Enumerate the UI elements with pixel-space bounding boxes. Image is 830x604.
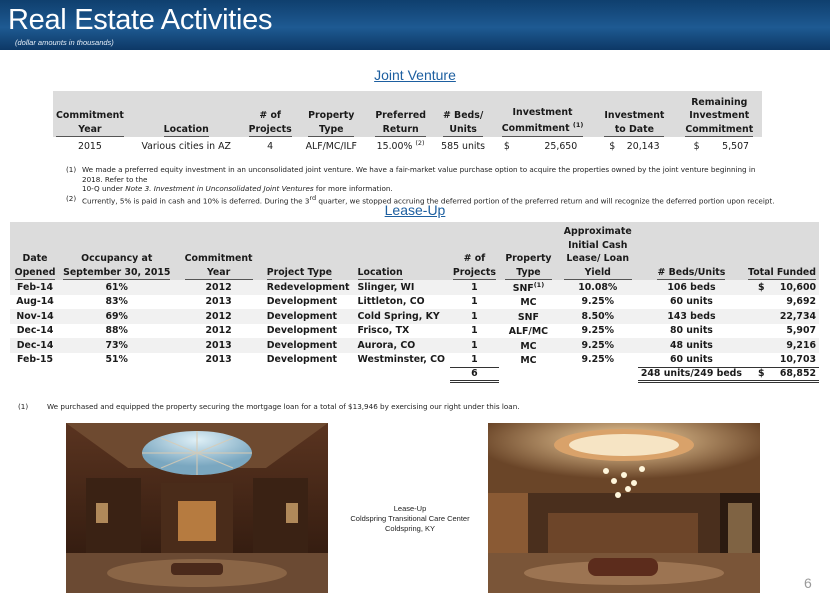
cell-yield: 9.25% xyxy=(581,339,615,351)
cell-yield: 8.50% xyxy=(581,310,615,322)
col-preferred-return: Preferred Return xyxy=(368,91,434,137)
cell-total-funded: 9,216 xyxy=(786,339,816,351)
cell-year: 2015 xyxy=(77,140,102,152)
cell-property-type: MC xyxy=(520,297,537,309)
cell-beds-units: 48 units xyxy=(669,339,713,351)
cell-projects: 4 xyxy=(267,140,274,152)
col-property-type: Property Type xyxy=(295,91,368,137)
table-row xyxy=(10,309,819,324)
cell-occupancy: 51% xyxy=(105,354,128,366)
cell-remaining: $ 5,507 xyxy=(693,140,749,152)
cell-beds-units: 60 units xyxy=(669,354,713,365)
joint-venture-notes xyxy=(66,165,776,206)
cell-date: Feb-15 xyxy=(17,354,54,366)
cell-beds-units: 585 units xyxy=(441,140,486,152)
page-title: Real Estate Activities xyxy=(8,4,273,36)
cell-location: Slinger, WI xyxy=(357,281,415,293)
cell-beds-units: 106 beds xyxy=(667,281,716,293)
col-project-type: Project Type xyxy=(264,222,355,280)
cell-project-type: Development xyxy=(266,354,338,366)
cell-occupancy: 61% xyxy=(105,281,128,293)
cell-year: 2012 xyxy=(205,281,232,293)
page-subtitle: (dollar amounts in thousands) xyxy=(15,38,114,47)
cell-location: Westminster, CO xyxy=(357,354,445,366)
footnote: (2) Currently, 5% is paid in cash and 10% is deferred. During the 3rd quarter, we stopped accruing the deferred portion of the preferred return and will recognize the deferred portion upon receipt. xyxy=(66,193,775,206)
table-row xyxy=(53,137,762,155)
cell-location: Various cities in AZ xyxy=(141,140,231,152)
col-property-type: Property Type xyxy=(499,222,557,280)
cell-property-type: ALF/MC xyxy=(508,326,549,338)
cell-projects: 1 xyxy=(450,353,500,368)
lease-up-table xyxy=(10,222,819,383)
cell-projects: 1 xyxy=(471,339,478,351)
table-row xyxy=(10,295,819,310)
cell-year: 2013 xyxy=(205,339,232,351)
cell-year: 2013 xyxy=(205,354,232,366)
cell-beds-units: 60 units xyxy=(669,296,713,308)
cell-occupancy: 69% xyxy=(105,310,128,322)
cell-to-date: $ 20,143 xyxy=(609,140,660,152)
cell-yield: 9.25% xyxy=(581,354,615,366)
col-occupancy: Occupancy at September 30, 2015 xyxy=(60,222,173,280)
table-row xyxy=(10,353,819,368)
cell-year: 2013 xyxy=(205,296,232,308)
lease-up-footnote: (1) We purchased and equipped the property securing the mortgage loan for a total of $13,946 by exercising our right under this loan. xyxy=(18,402,520,411)
col-total-funded: Total Funded xyxy=(745,222,819,280)
col-commitment-year: Commitment Year xyxy=(53,91,127,137)
cell-project-type: Development xyxy=(266,339,338,351)
cell-yield: 9.25% xyxy=(581,296,615,308)
cell-projects: 1 xyxy=(471,296,478,308)
cell-year: 2012 xyxy=(205,310,232,322)
atrium-photo xyxy=(66,423,328,593)
totals-row xyxy=(10,367,819,382)
photo-caption: Lease-Up Coldspring Transitional Care Center Coldspring, KY xyxy=(350,504,470,533)
table-header-row xyxy=(53,91,762,137)
cell-beds-units: 143 beds xyxy=(667,310,716,322)
cell-yield: 9.25% xyxy=(581,325,615,337)
lounge-photo xyxy=(488,423,760,593)
cell-projects: 1 xyxy=(471,281,478,293)
page-number: 6 xyxy=(804,575,812,591)
total-funded: $ 68,852 xyxy=(745,367,819,382)
cell-location: Aurora, CO xyxy=(357,339,416,351)
cell-total-funded: $ 10,600 xyxy=(757,281,816,293)
cell-beds-units: 80 units xyxy=(669,325,713,337)
cell-project-type: Development xyxy=(266,310,338,322)
cell-date: Dec-14 xyxy=(16,339,54,351)
table-header-row xyxy=(10,222,819,280)
cell-type: ALF/MC/ILF xyxy=(305,140,357,152)
cell-yield: 10.08% xyxy=(578,281,618,293)
cell-project-type: Development xyxy=(266,296,338,308)
cell-property-type: MC xyxy=(520,340,537,352)
table-row xyxy=(10,324,819,339)
cell-project-type: Development xyxy=(266,325,338,337)
cell-project-type: Redevelopment xyxy=(266,281,350,293)
cell-occupancy: 88% xyxy=(105,325,128,337)
cell-location: Cold Spring, KY xyxy=(357,310,440,322)
col-investment-commitment: Investment Commitment $^{(1)}$ xyxy=(493,91,592,137)
cell-location: Littleton, CO xyxy=(357,296,425,308)
col-location: Location xyxy=(355,222,450,280)
col-num-projects: # of Projects xyxy=(246,91,295,137)
cell-projects: 1 xyxy=(471,310,478,322)
cell-total-funded: 22,734 xyxy=(779,310,816,322)
cell-occupancy: 73% xyxy=(105,339,128,351)
col-beds-units: # Beds/Units xyxy=(638,222,745,280)
cell-location: Frisco, TX xyxy=(357,325,410,337)
cell-year: 2012 xyxy=(205,325,232,337)
cell-projects: 1 xyxy=(471,325,478,337)
col-yield: Approximate Initial Cash Lease/ Loan Yield xyxy=(558,222,638,280)
total-projects: 6 xyxy=(450,367,500,382)
cell-date: Dec-14 xyxy=(16,325,54,337)
col-location: Location xyxy=(127,91,246,137)
cell-property-type: SNF$^{(1)}$ xyxy=(512,280,545,294)
lease-up-title: Lease-Up xyxy=(384,202,446,218)
col-beds-units: # Beds/ Units xyxy=(433,91,492,137)
cell-occupancy: 83% xyxy=(105,296,128,308)
col-remaining-commitment: Remaining Investment Commitment xyxy=(677,91,762,137)
cell-property-type: MC xyxy=(520,355,537,367)
col-num-projects: # of Projects xyxy=(450,222,500,280)
cell-total-funded: 10,703 xyxy=(779,354,816,365)
footnote: (1) We made a preferred equity investment in an unconsolidated joint venture. We have a fair-market value purchase option to acquire the properties owned by the joint venture beginning in 2018. Refer to the 10-Q under Note 3. Investment in Unconsolidated Joint Ventures for more information. xyxy=(66,165,756,194)
joint-venture-table xyxy=(53,91,762,155)
cell-total-funded: 9,692 xyxy=(786,296,816,308)
joint-venture-title: Joint Venture xyxy=(374,67,456,83)
cell-commitment: $ 25,650 xyxy=(503,140,578,152)
col-commitment-year: Commitment Year xyxy=(173,222,263,280)
total-beds-units: 248 units/249 beds xyxy=(638,367,745,382)
title-bar xyxy=(0,0,830,50)
col-investment-to-date: Investment to Date xyxy=(592,91,676,137)
table-row xyxy=(10,280,819,295)
cell-date: Feb-14 xyxy=(17,281,54,293)
cell-date: Nov-14 xyxy=(16,310,54,322)
col-date-opened: Date Opened xyxy=(10,222,60,280)
cell-preferred-return: 15.00% $^{(2)}$ xyxy=(376,139,425,153)
cell-property-type: SNF xyxy=(517,311,539,323)
table-row xyxy=(10,338,819,353)
cell-total-funded: 5,907 xyxy=(786,325,816,337)
cell-date: Aug-14 xyxy=(16,296,54,308)
